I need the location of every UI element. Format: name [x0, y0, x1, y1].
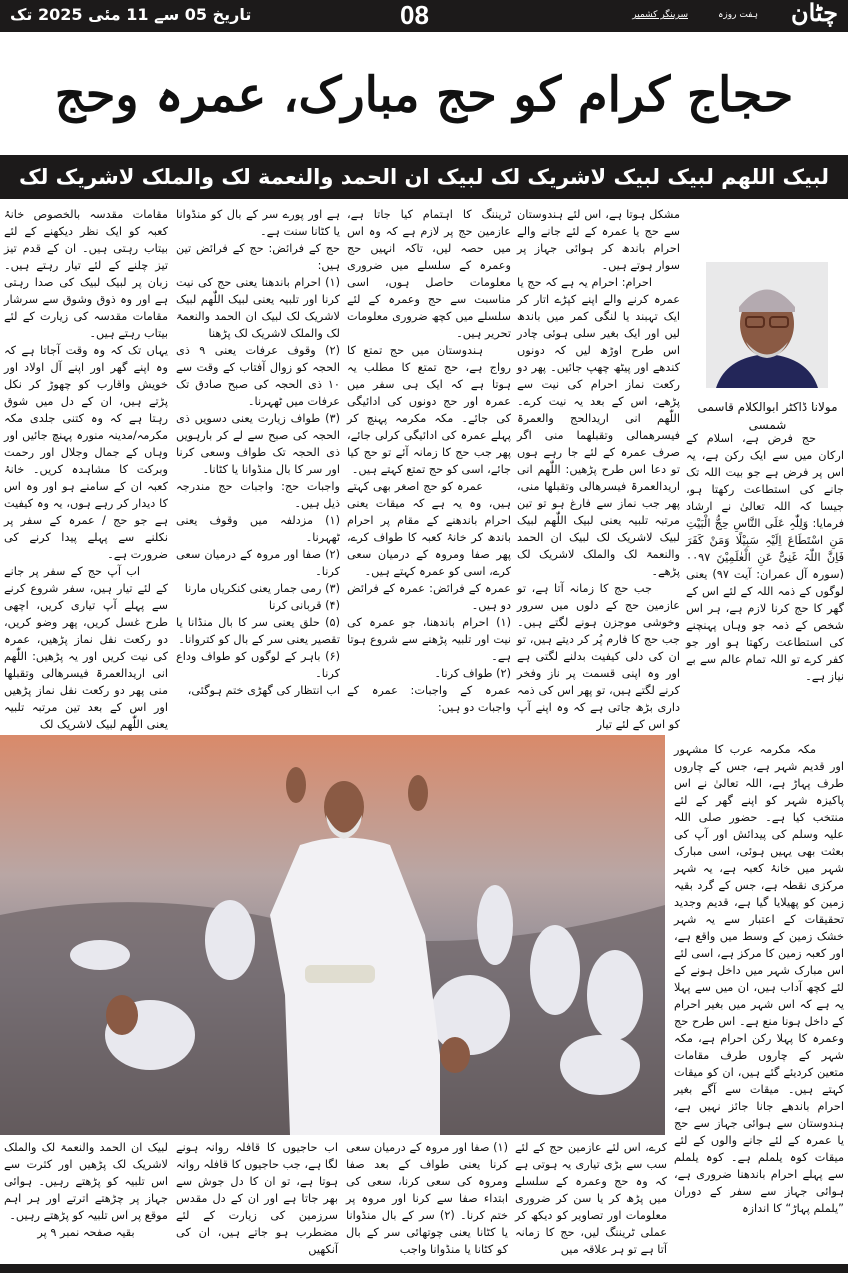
paragraph: عمرہ کے فرائض: عمرہ کے فرائض دو ہیں۔: [347, 582, 511, 612]
paragraph: حج کے فرائض: حج کے فرائض تین ہیں:: [176, 242, 340, 272]
paragraph: (۱) احرام باندھنا یعنی حج کی نیت کرنا اور تلبیہ یعنی لبیک اللّٰھم لبیک لاشریک لک لبیک ان الحمد والنعمۃ لک والملک لاشریک لک پڑھنا: [176, 276, 340, 340]
paragraph: (۴) قربانی کرنا: [268, 599, 340, 612]
page-footer-bar: [0, 1264, 848, 1273]
pilgrims-photo: [0, 735, 665, 1135]
paragraph: (۵) حلق یعنی سر کا بال منڈانا یا تقصیر یعنی سر کے بال کو کتروانا۔: [176, 616, 340, 646]
paragraph: اب آپ حج کے سفر پر جانے کے لئے تیار ہیں، سفر شروع کرنے سے پہلے آپ تیاری کریں، اچھی طرح غسل کریں، پھر وضو کریں، دو رکعت نفل نماز پڑھیں، عمرہ کی نیت کریں اور یہ پڑھیں: اللّٰھم انی اریدالعمرۃ فیسرھالی وتقبلھا منی پھر دو رکعت نفل نماز پڑھیں اور اس کے بعد تین مرتبہ تلبیہ یعنی اللّٰھم لبیک لاشریک لک: [4, 565, 168, 731]
paragraph: (۱) احرام باندھنا، جو عمرہ کی نیت اور تلبیہ پڑھنے سے شروع ہوتا ہے۔: [347, 616, 511, 663]
article-column-bottom-d: [4, 1139, 168, 1241]
logo-mark: چٹان: [790, 0, 838, 27]
paragraph: مکہ مکرمہ عرب کا مشہور اور قدیم شہر ہے، جس کے چاروں طرف پہاڑ ہے، اللہ تعالیٰ نے اس پاکیزہ شہر کو اپنے گھر کے لئے منتخب کیا ہے۔ حضور صلی اللہ علیہ وسلم کی پیدائش اور آپ کی بعثت بھی یہیں ہوئی، اسی مبارک شہر میں خانۂ کعبہ ہے، یہ شہر مرکزی نقطہ ہے، جس کے گرد بقیہ زمین کو پھیلایا گیا ہے، قدیم وجدید تحقیقات کے اعتبار سے یہ شہر خشک زمین کے وسط میں واقع ہے، اور کعبہ زمین کا مرکز ہے، اسی لئے اس مبارک شہر میں داخل ہونے کے لئے کچھ آداب ہیں، ان میں سے پہلا یہ ہے کہ اس شہر میں بغیر احرام کے داخل ہونا منع ہے۔ اس طرح حج وعمرہ کا پہلا رکن احرام ہے، مکہ شہر کے چاروں طرف مقامات متعین کردیئے گئے ہیں، ان کو میقات کہتے ہیں۔ میقات سے آگے بغیر احرام باندھے جانا جائز نہیں ہے، ہندوستان سے ہوائی جہاز سے حج یا عمرہ کے لئے جانے والوں کے لئے میقات کوہ یلملم ہے۔ کوہ یلملم سے پہلے احرام باندھنا ضروری ہے، ہوائی جہاز سے سفر کے دوران ”یلملم پہاڑ“ کا اندازہ: [674, 743, 844, 1215]
paragraph: (۱) مزدلفہ میں وقوف یعنی ٹھہرنا۔: [176, 514, 340, 544]
author-photo: [706, 262, 828, 388]
paragraph: (۲) طواف کرنا۔: [434, 667, 511, 680]
talbiyah-banner: لبیک اللھم لبیک لبیک لاشریک لک لبیک ان الحمد والنعمة لک والملک لاشریک لک: [0, 155, 848, 199]
paragraph: ہندوستان میں حج تمتع کا رواج ہے، حج تمتع کا مطلب یہ ہوتا ہے کہ ایک ہی سفر میں عمرہ اور حج دونوں کی ادائیگی کی جائے۔ مکہ مکرمہ پہنچ کر پہلے عمرہ کی ادائیگی کرلی جائے، پھر جب حج کا زمانہ آئے تو حج کیا جائے، اسی کو حج تمتع کہتے ہیں۔: [347, 344, 511, 476]
paragraph: ٹریننگ کا اہتمام کیا جاتا ہے، عازمین حج پر لازم ہے کہ وہ اس میں حصہ لیں، تاکہ انہیں حج وعمرہ کے سلسلے میں ضروری معلومات حاصل ہوں، اسی مناسبت سے حج وعمرہ کے لئے سلسلے میں کچھ ضروری معلومات تحریر ہیں۔: [347, 208, 511, 340]
paragraph: احرام: احرام یہ ہے کہ حج یا عمرہ کرنے والے اپنے کپڑے اتار کر ایک تہبند یا لنگی کمر میں باندھ لیں اور ایک بغیر سلی ہوئی چادر اس طرح اوڑھ لیں کہ دونوں کندھے اور پیٹھ چھپ جائیں۔ پھر دو رکعت نماز احرام کی نیت سے پڑھے، اس کے بعد یہ نیت کرے۔ اللّٰھم انی اریدالحج والعمرۃ فیسرھمالی وتقبلھما منی اگر صرف عمرہ کے لئے جا رہے ہوں تو دعا اس طرح پڑھیں: اللّٰھم انی اریدالعمرۃ فیسرھالی وتقبلھا منی، پھر جب نماز سے فارغ ہو تو تین مرتبہ تلبیہ یعنی لبیک اللّٰھم لبیک لبیک لاشریک لک لبیک ان الحمد والنعمۃ لک والملک لاشریک لک پڑھے۔: [517, 276, 680, 578]
article-column-bottom-a: [515, 1139, 667, 1258]
paragraph: (۲) وقوف عرفات یعنی ۹ ذی الحجہ کو زوال آفتاب کے وقت سے ۱۰ ذی الحجہ کی صبح صادق تک عرفات میں ٹھہرنا۔: [176, 344, 340, 408]
paragraph: (۱) صفا اور مروہ کے درمیان سعی کرنا یعنی طواف کے بعد صفا ومروہ کی سعی کرنا، سعی کی ابتداء صفا سے کرنا اور مروہ پر ختم کرنا۔ (۲) سر کے بال منڈوانا یا کٹانا یعنی چوتھائی سر کے بال کو کٹانا یا منڈوانا واجب: [346, 1141, 508, 1256]
paragraph: لبیک ان الحمد والنعمۃ لک والملک لاشریک لک پڑھیں اور کثرت سے اس تلبیہ کو پڑھتے رہیں۔ ہوائی جہاز پر چڑھتے اترتے اور ہر اہم موقع پر اس تلبیہ کو پڑھتے رہیں۔: [4, 1141, 168, 1222]
paragraph: (۳) رمی جمار یعنی کنکریاں مارنا: [184, 582, 340, 595]
paragraph: حج فرض ہے، اسلام کے ارکان میں سے ایک رکن ہے، یہ اس پر فرض ہے جو بیت اللہ تک جانے کی استطاعت رکھتا ہو، جیسا کہ اللہ تعالیٰ نے ارشاد فرمایا: وَلِلّٰہِ عَلَی النَّاسِ حِجُّ الْبَیْتِ مَنِ اسْتَطَاعَ اِلَیْہِ سَبِیْلًا وَمَنْ کَفَرَ فَاِنَّ اللّٰہَ غَنِیٌّ عَنِ الْعٰلَمِیْنَ ۰۰۹۷ (سورہ آل عمران: آیت ۹۷) یعنی لوگوں کے ذمہ اللہ کے لئے اس کے گھر کا حج کرنا لازم ہے، ہر اس شخص کے ذمہ جو وہاں پہنچنے کی استطاعت رکھتا ہو اور جو کفر کرے تو اللہ تمام عالم سے بے نیاز ہے۔: [686, 432, 844, 683]
paragraph: یہاں تک کہ وہ وقت آجاتا ہے کہ وہ اپنے گھر اور اپنے آل اولاد اور خویش واقارب کو چھوڑ کر نکل پڑتے ہیں، ان کے دل میں شوق رہتا ہے کہ وہ کتنی جلدی مکہ مکرمہ/مدینہ منورہ پہنچ جائیں اور وہاں کے جمال وجلال اور رحمت وبرکت کا مشاہدہ کریں۔ خانۂ کعبہ ان کے سامنے ہو اور وہ اس کا دیدار کر رہے ہوں، یہ وہ کیفیت ہے جو حج / عمرہ کے سفر پر نکلنے سے پہلے پیدا کرنے کی ضرورت ہے۔: [4, 344, 168, 561]
paragraph: (۳) طواف زیارت یعنی دسویں ذی الحجہ کی صبح سے لے کر بارہویں ذی الحجہ تک طواف وسعی کرنا اور سر کا بال منڈوانا یا کٹانا۔: [176, 412, 340, 476]
logo-city: سرینگر کشمیر: [632, 10, 688, 20]
paragraph: واجبات حج: واجبات حج مندرجہ ذیل ہیں۔: [176, 480, 340, 510]
paragraph: کرے، اس لئے عازمین حج کے لئے سب سے بڑی تیاری یہ ہوتی ہے کہ وہ حج وعمرہ کے سلسلے میں پڑھ کر یا سن کر ضروری معلومات اور تصاویر کو دیکھ کر عملی ٹریننگ لیں، حج کا زمانہ آتا ہے تو ہر علاقہ میں: [515, 1141, 667, 1256]
paragraph: مشکل ہوتا ہے، اس لئے ہندوستان سے حج یا عمرہ کے لئے جانے والے احرام باندھ کر ہوائی جہاز پر سوار ہوتے ہیں۔: [517, 208, 680, 272]
logo-tagline: ہفت روزہ: [718, 10, 758, 20]
article-column-b: [347, 206, 511, 716]
article-column-right-bottom: [674, 741, 844, 1217]
article-column-c: [176, 206, 340, 699]
paragraph: ہے اور پورے سر کے بال کو منڈوانا یا کٹانا سنت ہے۔: [176, 208, 340, 238]
page-number: 08: [400, 0, 429, 30]
paragraph: جب حج کا زمانہ آتا ہے، تو عازمین حج کے دلوں میں سرور وخوشی موجزن ہونے لگتے ہیں۔ جب حج کا فارم پُر کر دیتے ہیں، تو ان کی دلی کیفیت بدلنے لگتی ہے اور وہ اپنی قسمت پر ناز وفخر کرنے لگتے ہیں، تو پھر اس کی ذمہ داری بڑھ جاتی ہے کہ وہ اپنے آپ کو اس کے لئے تیار: [517, 582, 680, 731]
paragraph: (۲) صفا اور مروہ کے درمیان سعی کرنا۔: [176, 548, 340, 578]
paragraph: اب حاجیوں کا قافلہ روانہ ہونے لگا ہے، جب حاجیوں کا قافلہ روانہ ہوتا ہے، تو ان کا دل جوش سے بھر جاتا ہے اور ان کے دل مقدس سرزمین کی زیارت کے لئے مضطرب ہو جاتے ہیں، ان کی آنکھیں: [176, 1141, 338, 1256]
paragraph: اب انتظار کی گھڑی ختم ہوگئی،: [187, 684, 340, 697]
newspaper-logo: [608, 2, 838, 30]
paragraph: عمرہ کے واجبات: عمرہ کے واجبات دو ہیں:: [347, 684, 511, 714]
article-column-right-top: [686, 430, 844, 685]
paragraph: عمرہ کو حج اصغر بھی کہتے ہیں، وہ یہ ہے کہ میقات یعنی احرام باندھنے کے مقام پر احرام باندھ کر خانۂ کعبہ کا طواف کرے، پھر صفا ومروہ کے درمیان سعی کرے، اسی کو عمرہ کہتے ہیں۔: [347, 480, 511, 578]
article-column-a: [517, 206, 680, 733]
article-column-d: [4, 206, 168, 733]
continued-on-page-9: بقیہ صفحہ نمبر ۹ پر: [37, 1226, 135, 1239]
paragraph: (۶) باہر کے لوگوں کو طواف وداع کرنا۔: [176, 650, 340, 680]
page-header-bar: [0, 0, 848, 32]
page-headline: حجاج کرام کو حج مبارک، عمرہ وحج: [54, 67, 794, 123]
article-column-bottom-c: [176, 1139, 338, 1258]
article-column-bottom-b: [346, 1139, 508, 1258]
paragraph: مقامات مقدسہ بالخصوص خانۂ کعبہ کو ایک نظر دیکھنے کے لئے بیتاب رہتی ہیں۔ ان کے قدم تیز تیز چلنے کے لئے تیار رہتے ہیں۔ زبان پر لبیک لبیک کی صدا رہتی ہے اور وہ ذوق وشوق سے سرشار مقامات مقدسہ کی زیارت کے لئے بیتاب رہتے ہیں۔: [4, 208, 168, 340]
author-caption: مولانا ڈاکٹر ابوالکلام قاسمی شمسی: [697, 400, 838, 432]
issue-date: تاریخ 05 سے 11 مئی 2025 تک: [10, 5, 252, 24]
